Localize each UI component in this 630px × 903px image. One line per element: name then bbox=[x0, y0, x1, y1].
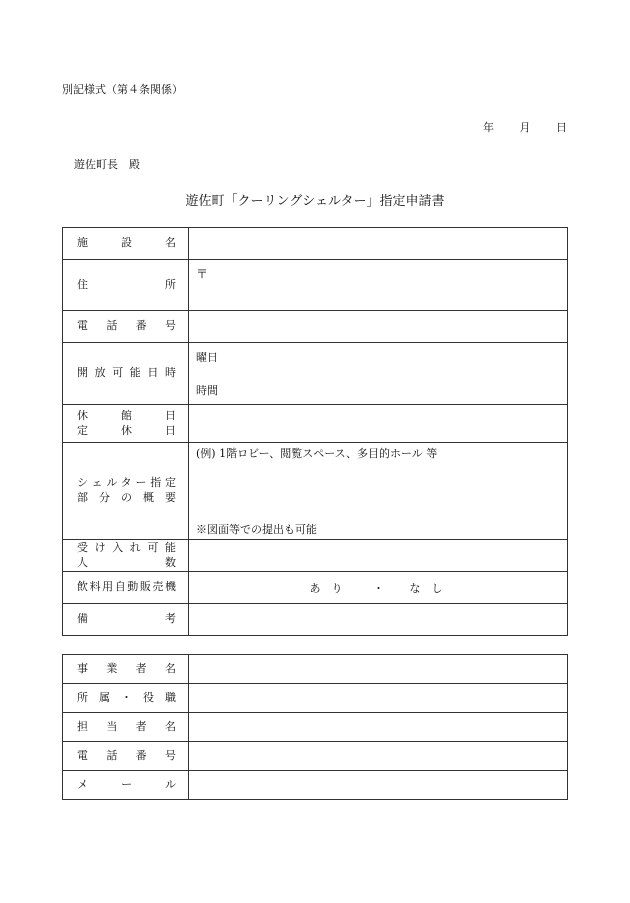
row-address bbox=[63, 260, 568, 311]
row-open-hours bbox=[63, 343, 568, 405]
address-label: 住所 bbox=[63, 260, 189, 311]
facility-name-label: 施設名 bbox=[63, 228, 189, 260]
postal-mark: 〒 bbox=[196, 266, 209, 281]
contact-phone-label: 電話番号 bbox=[63, 742, 189, 771]
row-remarks bbox=[63, 604, 568, 636]
email-value bbox=[189, 771, 568, 800]
row-capacity bbox=[63, 540, 568, 572]
row-person bbox=[63, 713, 568, 742]
row-vending bbox=[63, 572, 568, 604]
vending-yes: あり bbox=[309, 581, 354, 595]
row-phone bbox=[63, 311, 568, 343]
person-value bbox=[189, 713, 568, 742]
dept-label: 所属・役職 bbox=[63, 684, 189, 713]
time-text: 時間 bbox=[196, 384, 218, 397]
form-title: 遊佐町「クーリングシェルター」指定申請書 bbox=[185, 194, 445, 209]
date-year: 年 bbox=[483, 121, 494, 134]
date-month: 月 bbox=[519, 121, 531, 134]
facility-name-value bbox=[189, 228, 568, 260]
capacity-label bbox=[63, 540, 189, 572]
date-day: 日 bbox=[556, 121, 567, 134]
contact-phone-value bbox=[189, 742, 568, 771]
open-hours-value bbox=[189, 343, 568, 405]
shelter-note: ※図面等での提出も可能 bbox=[196, 523, 317, 536]
shelter-value bbox=[189, 443, 568, 540]
shelter-example: (例) 1階ロビー、閲覧スペース、多目的ホール 等 bbox=[196, 447, 438, 460]
row-dept bbox=[63, 684, 568, 713]
address-value bbox=[189, 260, 568, 311]
closed-label bbox=[63, 405, 189, 443]
email-label: メール bbox=[63, 771, 189, 800]
shelter-label-line2: 部分の概要 bbox=[77, 491, 176, 504]
capacity-label-line2: 人数 bbox=[77, 555, 176, 569]
closed-label-line2: 定休日 bbox=[77, 423, 176, 437]
operator-table bbox=[62, 654, 568, 800]
vending-options bbox=[189, 572, 568, 604]
shelter-label-line1: シェルター指定 bbox=[77, 476, 176, 490]
facility-table bbox=[62, 227, 568, 636]
row-operator bbox=[63, 655, 568, 684]
row-contact-phone bbox=[63, 742, 568, 771]
operator-value bbox=[189, 655, 568, 684]
closed-value bbox=[189, 405, 568, 443]
open-hours-label: 開放可能日時 bbox=[63, 343, 189, 405]
date-line bbox=[483, 119, 567, 135]
vending-label: 飲料用自動販売機 bbox=[63, 572, 189, 604]
row-shelter-area bbox=[63, 443, 568, 540]
capacity-value bbox=[189, 540, 568, 572]
row-closed bbox=[63, 405, 568, 443]
row-facility-name bbox=[63, 228, 568, 260]
capacity-label-line1: 受け入れ可能 bbox=[77, 540, 176, 554]
remarks-label: 備考 bbox=[63, 604, 189, 636]
operator-label: 事業者名 bbox=[63, 655, 189, 684]
row-email bbox=[63, 771, 568, 800]
person-label: 担当者名 bbox=[63, 713, 189, 742]
phone-label: 電話番号 bbox=[63, 311, 189, 343]
vending-no: なし bbox=[409, 581, 454, 595]
header-note: 別記様式（第４条関係） bbox=[62, 83, 183, 96]
addressee: 遊佐町長 殿 bbox=[74, 158, 140, 171]
shelter-label bbox=[63, 443, 189, 540]
weekday-text: 曜日 bbox=[196, 351, 218, 364]
dept-value bbox=[189, 684, 568, 713]
remarks-value bbox=[189, 604, 568, 636]
closed-label-line1: 休館日 bbox=[77, 408, 176, 422]
vending-sep: ・ bbox=[373, 581, 384, 595]
phone-value bbox=[189, 311, 568, 343]
